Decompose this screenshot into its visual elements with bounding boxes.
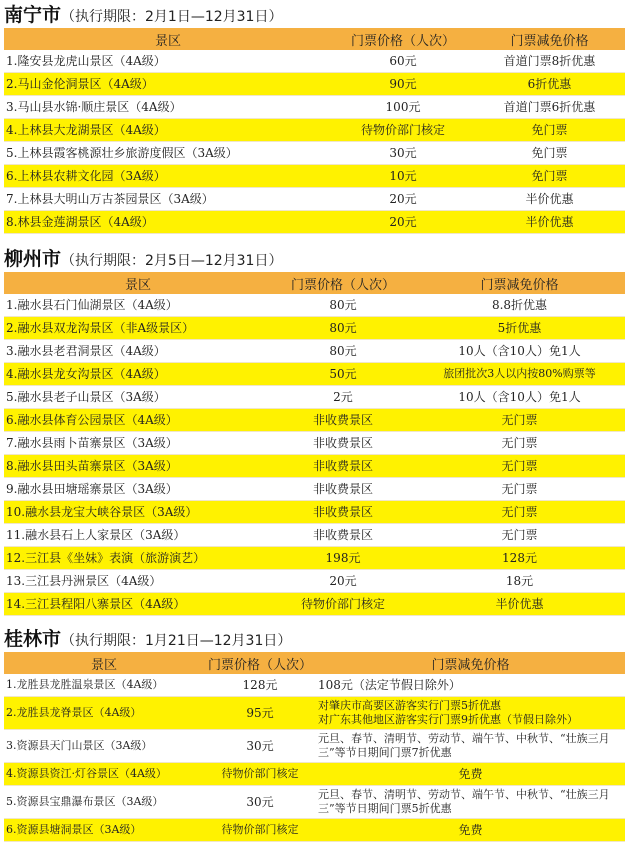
cell-scenic: 1.融水县石门仙湖景区（4A级）: [4, 294, 272, 317]
cell-discount: 18元: [414, 570, 625, 593]
cell-price: 80元: [272, 294, 414, 317]
cell-discount: 无门票: [414, 524, 625, 547]
cell-discount: 免门票: [474, 119, 625, 142]
cell-scenic: 2.龙胜县龙脊景区（4A级）: [4, 697, 204, 730]
cell-scenic: 8.融水县田头苗寨景区（3A级）: [4, 455, 272, 478]
fee-table: [4, 28, 625, 234]
table-row: [4, 432, 625, 455]
section-title: [4, 2, 625, 28]
cell-scenic: 6.上林县农耕文化园（3A级）: [4, 165, 332, 188]
cell-price: 非收费景区: [272, 524, 414, 547]
cell-discount: 免门票: [474, 165, 625, 188]
cell-price: 待物价部门核定: [204, 763, 316, 786]
cell-scenic: 3.资源县天门山景区（3A级）: [4, 730, 204, 763]
table-row: [4, 119, 625, 142]
cell-scenic: 4.资源县资江·灯谷景区（4A级）: [4, 763, 204, 786]
cell-discount: 元旦、春节、清明节、劳动节、端午节、中秋节、“壮族三月三”等节日期间门票5折优惠: [316, 786, 625, 819]
period-text: （执行期限：2月5日—12月31日）: [61, 253, 283, 269]
period-text: （执行期限：1月21日—12月31日）: [61, 633, 292, 649]
table-row: [4, 50, 625, 73]
cell-scenic: 9.融水县田塘瑶寨景区（3A级）: [4, 478, 272, 501]
table-row: [4, 317, 625, 340]
table-row: [4, 697, 625, 730]
cell-discount: 免费: [316, 819, 625, 842]
cell-price: 待物价部门核定: [272, 593, 414, 616]
city-name: 桂林市: [4, 628, 62, 650]
cell-price: 非收费景区: [272, 501, 414, 524]
cell-discount: 无门票: [414, 409, 625, 432]
cell-price: 非收费景区: [272, 478, 414, 501]
cell-scenic: 1.龙胜县龙胜温泉景区（4A级）: [4, 674, 204, 697]
table-row: [4, 340, 625, 363]
cell-price: 20元: [332, 188, 474, 211]
table-row: [4, 142, 625, 165]
cell-scenic: 2.融水县双龙沟景区（非A级景区）: [4, 317, 272, 340]
col-header: 门票价格（人次）: [204, 652, 316, 674]
cell-price: 30元: [204, 730, 316, 763]
cell-scenic: 4.上林县大龙湖景区（4A级）: [4, 119, 332, 142]
col-header: 景区: [4, 28, 332, 50]
table-row: [4, 294, 625, 317]
cell-discount: 对肇庆市高要区游客实行门票5折优惠 对广东其他地区游客实行门票9折优惠（节假日除外）: [316, 697, 625, 730]
cell-price: 待物价部门核定: [332, 119, 474, 142]
section-title: [4, 626, 625, 652]
cell-discount: 无门票: [414, 455, 625, 478]
cell-scenic: 5.资源县宝鼎瀑布景区（3A级）: [4, 786, 204, 819]
cell-discount: 10人（含10人）免1人: [414, 386, 625, 409]
col-header: 门票减免价格: [316, 652, 625, 674]
cell-scenic: 11.融水县石上人家景区（3A级）: [4, 524, 272, 547]
table-row: [4, 188, 625, 211]
cell-scenic: 14.三江县程阳八寨景区（4A级）: [4, 593, 272, 616]
cell-price: 50元: [272, 363, 414, 386]
period-text: （执行期限：2月1日—12月31日）: [61, 9, 283, 25]
section-title: [4, 246, 625, 272]
cell-discount: 5折优惠: [414, 317, 625, 340]
cell-discount: 首道门票8折优惠: [474, 50, 625, 73]
cell-discount: 免费: [316, 763, 625, 786]
cell-price: 80元: [272, 340, 414, 363]
cell-scenic: 6.资源县塘洞景区（3A级）: [4, 819, 204, 842]
cell-price: 10元: [332, 165, 474, 188]
cell-price: 非收费景区: [272, 432, 414, 455]
section-liuzhou: [4, 246, 625, 616]
cell-price: 30元: [332, 142, 474, 165]
cell-discount: 无门票: [414, 501, 625, 524]
table-row: [4, 547, 625, 570]
cell-price: 60元: [332, 50, 474, 73]
cell-scenic: 3.马山县水锦·顺庄景区（4A级）: [4, 96, 332, 119]
cell-scenic: 5.上林县霞客桃源壮乡旅游度假区（3A级）: [4, 142, 332, 165]
cell-discount: 8.8折优惠: [414, 294, 625, 317]
cell-discount: 元旦、春节、清明节、劳动节、端午节、中秋节、“壮族三月三”等节日期间门票7折优惠: [316, 730, 625, 763]
cell-price: 128元: [204, 674, 316, 697]
cell-scenic: 7.上林县大明山万古茶园景区（3A级）: [4, 188, 332, 211]
cell-scenic: 3.融水县老君洞景区（4A级）: [4, 340, 272, 363]
table-row: [4, 455, 625, 478]
cell-discount: 10人（含10人）免1人: [414, 340, 625, 363]
cell-discount: 108元（法定节假日除外）: [316, 674, 625, 697]
fee-table: [4, 652, 625, 842]
cell-discount: 首道门票6折优惠: [474, 96, 625, 119]
table-row: [4, 386, 625, 409]
col-header: 景区: [4, 652, 204, 674]
table-row: [4, 501, 625, 524]
section-guilin: [4, 626, 625, 842]
cell-scenic: 13.三江县丹洲景区（4A级）: [4, 570, 272, 593]
cell-discount: 6折优惠: [474, 73, 625, 96]
cell-scenic: 8.林县金莲湖景区（4A级）: [4, 211, 332, 234]
cell-price: 20元: [332, 211, 474, 234]
cell-scenic: 4.融水县龙女沟景区（4A级）: [4, 363, 272, 386]
cell-discount: 半价优惠: [474, 211, 625, 234]
cell-scenic: 10.融水县龙宝大峡谷景区（3A级）: [4, 501, 272, 524]
table-row: [4, 570, 625, 593]
col-header: 景区: [4, 272, 272, 294]
table-row: [4, 786, 625, 819]
cell-price: 非收费景区: [272, 455, 414, 478]
table-row: [4, 524, 625, 547]
cell-price: 100元: [332, 96, 474, 119]
cell-price: 198元: [272, 547, 414, 570]
cell-price: 20元: [272, 570, 414, 593]
table-row: [4, 730, 625, 763]
cell-discount: 无门票: [414, 478, 625, 501]
cell-discount: 无门票: [414, 432, 625, 455]
table-row: [4, 73, 625, 96]
table-row: [4, 96, 625, 119]
table-row: [4, 363, 625, 386]
table-row: [4, 819, 625, 842]
section-nanning: [4, 2, 625, 234]
cell-scenic: 5.融水县老子山景区（3A级）: [4, 386, 272, 409]
cell-scenic: 2.马山金伦洞景区（4A级）: [4, 73, 332, 96]
col-header: 门票减免价格: [474, 28, 625, 50]
cell-scenic: 7.融水县雨卜苗寨景区（3A级）: [4, 432, 272, 455]
city-name: 南宁市: [4, 4, 62, 26]
table-row: [4, 409, 625, 432]
table-row: [4, 593, 625, 616]
col-header: 门票价格（人次）: [332, 28, 474, 50]
cell-discount: 半价优惠: [414, 593, 625, 616]
cell-price: 30元: [204, 786, 316, 819]
cell-discount: 128元: [414, 547, 625, 570]
fee-table: [4, 272, 625, 616]
cell-price: 待物价部门核定: [204, 819, 316, 842]
cell-scenic: 6.融水县体育公园景区（4A级）: [4, 409, 272, 432]
table-row: [4, 763, 625, 786]
table-row: [4, 211, 625, 234]
cell-price: 2元: [272, 386, 414, 409]
col-header: 门票减免价格: [414, 272, 625, 294]
cell-scenic: 1.隆安县龙虎山景区（4A级）: [4, 50, 332, 73]
cell-discount: 免门票: [474, 142, 625, 165]
cell-scenic: 12.三江县《坐妹》表演（旅游演艺）: [4, 547, 272, 570]
cell-price: 90元: [332, 73, 474, 96]
table-row: [4, 165, 625, 188]
table-row: [4, 674, 625, 697]
cell-price: 80元: [272, 317, 414, 340]
table-row: [4, 478, 625, 501]
city-name: 柳州市: [4, 248, 62, 270]
cell-discount: 旅团批次3人以内按80%购票等: [414, 363, 625, 386]
cell-price: 非收费景区: [272, 409, 414, 432]
cell-discount: 半价优惠: [474, 188, 625, 211]
cell-price: 95元: [204, 697, 316, 730]
col-header: 门票价格（人次）: [272, 272, 414, 294]
